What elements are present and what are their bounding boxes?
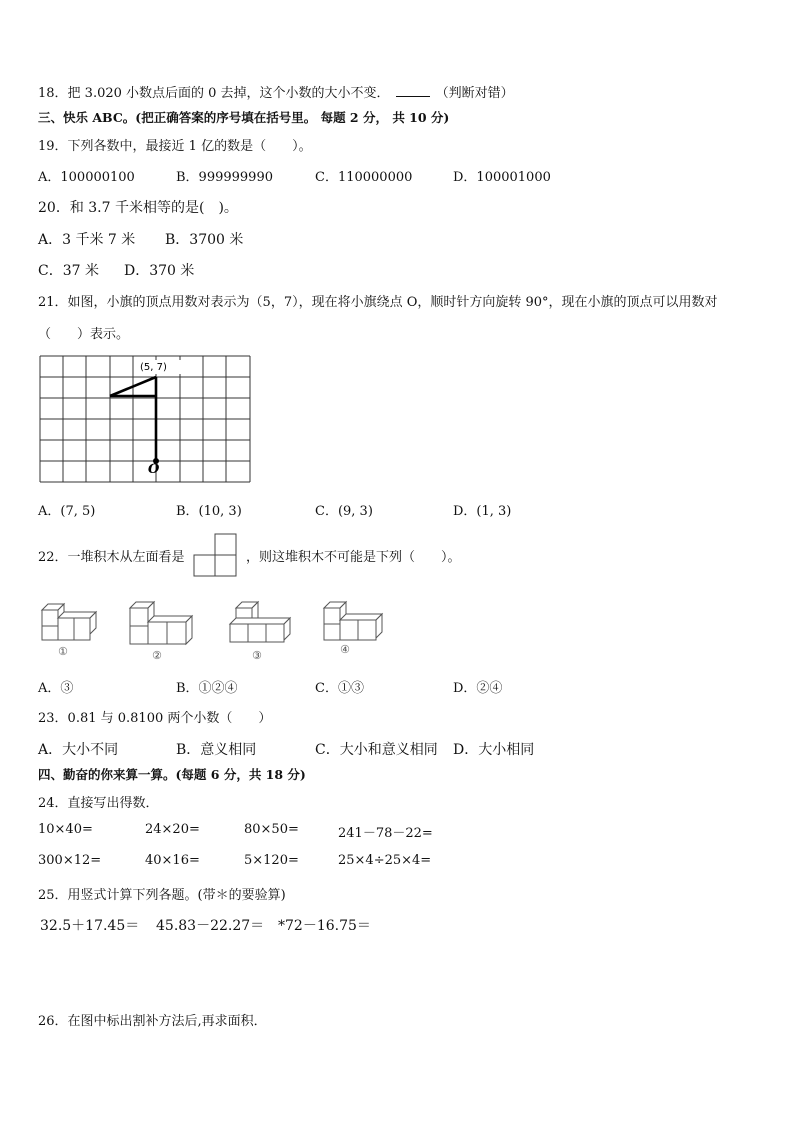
- q24-row1-item3: 80×50=: [244, 822, 299, 837]
- q24-row1-item1: 10×40=: [38, 822, 93, 837]
- question-25: 25．用竖式计算下列各题。(带＊的要验算): [38, 888, 286, 903]
- q21-option-d[interactable]: D．(1, 3): [453, 504, 512, 519]
- q24-row2-item3: 5×120=: [244, 853, 299, 868]
- q25-item-1: 32.5＋17.45＝: [40, 918, 140, 934]
- q23-option-b[interactable]: B．意义相同: [176, 742, 257, 758]
- q20-option-d[interactable]: D．370 米: [124, 263, 195, 279]
- question-18-text: 18．把 3.020 小数点后面的 0 去掉，这个小数的大小不变．: [38, 86, 390, 101]
- question-18-tail: （判断对错）: [435, 86, 514, 101]
- question-26: 26．在图中标出割补方法后,再求面积．: [38, 1014, 267, 1029]
- figure-label-4: ④: [340, 643, 350, 656]
- figure-label-3: ③: [252, 649, 262, 662]
- q21-option-c[interactable]: C．(9, 3): [315, 504, 373, 519]
- block-figure-4: [320, 598, 392, 660]
- question-22-prefix: 22．一堆积木从左面看是: [38, 550, 185, 565]
- section-4-title: 四、勤奋的你来算一算。(每题 6 分，共 18 分): [38, 767, 306, 782]
- q19-option-a[interactable]: A．100000100: [38, 170, 135, 185]
- q21-option-b[interactable]: B．(10, 3): [176, 504, 242, 519]
- q24-row1-item4: 241－78－22=: [338, 826, 433, 841]
- q19-option-c[interactable]: C．110000000: [315, 170, 413, 185]
- q24-row2-item2: 40×16=: [145, 853, 200, 868]
- q24-row2-item1: 300×12=: [38, 853, 102, 868]
- figure-label-1: ①: [58, 645, 68, 658]
- question-19: 19．下列各数中，最接近 1 亿的数是（ ）。: [38, 139, 312, 154]
- q23-option-d[interactable]: D．大小相同: [453, 742, 535, 758]
- section-3-title: 三、快乐 ABC。(把正确答案的序号填在括号里。 每题 2 分， 共 10 分): [38, 110, 450, 125]
- q24-row2-item4: 25×4÷25×4=: [338, 853, 432, 868]
- q20-option-c[interactable]: C．37 米: [38, 263, 99, 279]
- flag-grid-figure: [38, 352, 258, 487]
- question-20: 20．和 3.7 千米相等的是( )。: [38, 200, 238, 216]
- question-18: [38, 82, 514, 101]
- q23-option-c[interactable]: C．大小和意义相同: [315, 742, 438, 758]
- q22-option-d[interactable]: D．②④: [453, 681, 503, 696]
- question-24: 24．直接写出得数．: [38, 796, 159, 811]
- q25-item-3: *72－16.75＝: [278, 918, 371, 934]
- block-figure-1: [38, 598, 108, 658]
- q24-row1-item2: 24×20=: [145, 822, 200, 837]
- q19-option-b[interactable]: B．999999990: [176, 170, 273, 185]
- q21-option-a[interactable]: A．(7, 5): [38, 504, 96, 519]
- q22-option-a[interactable]: A．③: [38, 681, 74, 696]
- q25-item-2: 45.83－22.27＝: [156, 918, 265, 934]
- q22-option-b[interactable]: B．①②④: [176, 681, 238, 696]
- vertex-label: (5, 7): [140, 362, 167, 373]
- block-figure-2: [126, 598, 198, 662]
- question-21-line1: 21．如图，小旗的顶点用数对表示为（5，7），现在将小旗绕点 O，顺时针方向旋转 90°，现在小旗的顶点可以用数对: [38, 295, 718, 310]
- q23-option-a[interactable]: A．大小不同: [38, 742, 119, 758]
- origin-label: O: [148, 462, 160, 477]
- left-view-figure: [194, 533, 240, 579]
- block-figure-3: [226, 598, 298, 662]
- figure-label-2: ②: [152, 649, 162, 662]
- q20-option-a[interactable]: A．3 千米 7 米: [38, 232, 136, 248]
- question-21-line2: （ ）表示。: [38, 327, 130, 342]
- q19-option-d[interactable]: D．100001000: [453, 170, 551, 185]
- question-23: 23．0.81 与 0.8100 两个小数（ ）: [38, 711, 272, 726]
- q20-option-b[interactable]: B．3700 米: [165, 232, 244, 248]
- q22-option-c[interactable]: C．①③: [315, 681, 364, 696]
- answer-blank[interactable]: [396, 96, 430, 97]
- question-22-suffix: ，则这堆积木不可能是下列（ ）。: [246, 550, 461, 565]
